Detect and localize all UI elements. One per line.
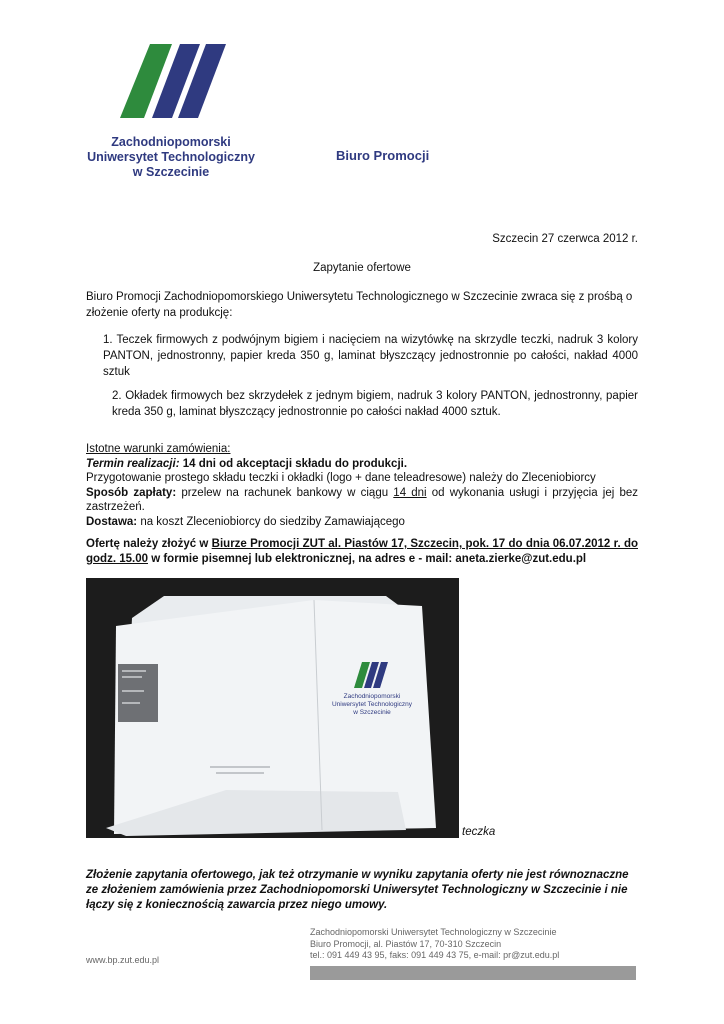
payment-pre: przelew na rachunek bankowy w ciągu	[176, 486, 394, 499]
footer-address	[310, 927, 559, 962]
order-terms	[86, 442, 638, 529]
footer-address-line: Zachodniopomorski Uniwersytet Technologiczny w Szczecinie	[310, 927, 557, 937]
offer-post: w formie pisemnej lub elektronicznej, na adres e - mail: aneta.zierke@zut.edu.pl	[148, 553, 587, 565]
list-item: 1. Teczek firmowych z podwójnym bigiem i nacięciem na wizytówkę na skrzydle teczki, nadruk 3 kolory PANTON, jednostronny, papier kreda 350 g, laminat błyszczący jednostronnie po całości, nakład 4000 sztuk	[103, 334, 638, 378]
payment-post: od wykonania usługi i przyjęcia jej bez zastrzeżeń.	[86, 486, 638, 513]
footer-address-line: Biuro Promocji, al. Piastów 17, 70-310 Szczecin	[310, 938, 502, 949]
deadline-value: 14 dni od akceptacji składu do produkcji.	[179, 457, 408, 470]
footer-website: www.bp.zut.edu.pl	[86, 955, 160, 965]
folder-logo-line: w Szczecinie	[353, 709, 391, 716]
folder-photo	[86, 578, 459, 838]
offer-place: Biurze Promocji ZUT al. Piastów 17, Szczecin, pok. 17 do dnia 06.07.2012 r. do godz. 15.00	[86, 538, 638, 565]
university-logo-text	[86, 135, 256, 180]
letter-date: Szczecin 27 czerwca 2012 r.	[492, 233, 638, 245]
footer-address-line: tel.: 091 449 43 95, faks: 091 449 43 75, e-mail: pr@zut.edu.pl	[310, 950, 560, 960]
list-item: 2. Okładek firmowych bez skrzydełek z jednym bigiem, nadruk 3 kolory PANTON, jednostronny, papier kreda 350 g, laminat błyszczący jednostronnie po całości nakład 4000 sztuk.	[112, 390, 638, 418]
business-card	[118, 664, 158, 722]
payment-label: Sposób zapłaty:	[86, 486, 177, 499]
offer-instructions	[86, 537, 638, 567]
logo-line: Uniwersytet Technologiczny	[87, 150, 255, 164]
prep-line: Przygotowanie prostego składu teczki i okładki (logo + dane teleadresowe) należy do Zleceniobiorcy	[86, 472, 596, 484]
payment-line	[86, 486, 638, 515]
delivery-value: na koszt Zleceniobiorcy do siedziby Zamawiającego	[137, 515, 405, 528]
letter-intro: Biuro Promocji Zachodniopomorskiego Uniwersytetu Technologicznego w Szczecinie zwraca się z prośbą o złożenie oferty na produkcję:	[86, 291, 633, 319]
terms-heading: Istotne warunki zamówienia:	[86, 443, 231, 455]
deadline-line	[86, 457, 638, 472]
office-name: Biuro Promocji	[336, 148, 430, 163]
payment-days: 14 dni	[393, 486, 427, 499]
folder-logo-line: Zachodniopomorski	[343, 693, 401, 700]
disclaimer: Złożenie zapytania ofertowego, jak też otrzymanie w wyniku zapytania oferty nie jest równoznaczne ze złożeniem zamówienia przez Zachodniopomorski Uniwersytet Technologiczny w Szczecinie i nie łączy się z koniecznością zawarcia przez niego umowy.	[86, 869, 629, 911]
logo-line: Zachodniopomorski	[111, 135, 231, 149]
photo-caption: teczka	[462, 826, 496, 838]
folder-logo-line: Uniwersytet Technologiczny	[331, 701, 413, 708]
logo-line: w Szczecinie	[132, 165, 210, 179]
folder-illustration	[86, 578, 459, 838]
delivery-line	[86, 515, 638, 530]
university-logo-mark	[112, 44, 228, 118]
deadline-label: Termin realizacji:	[86, 457, 180, 470]
footer-bar	[310, 966, 636, 980]
letter-title: Zapytanie ofertowe	[313, 262, 411, 274]
offer-pre: Ofertę należy złożyć w	[86, 538, 212, 550]
delivery-label: Dostawa:	[86, 515, 138, 528]
